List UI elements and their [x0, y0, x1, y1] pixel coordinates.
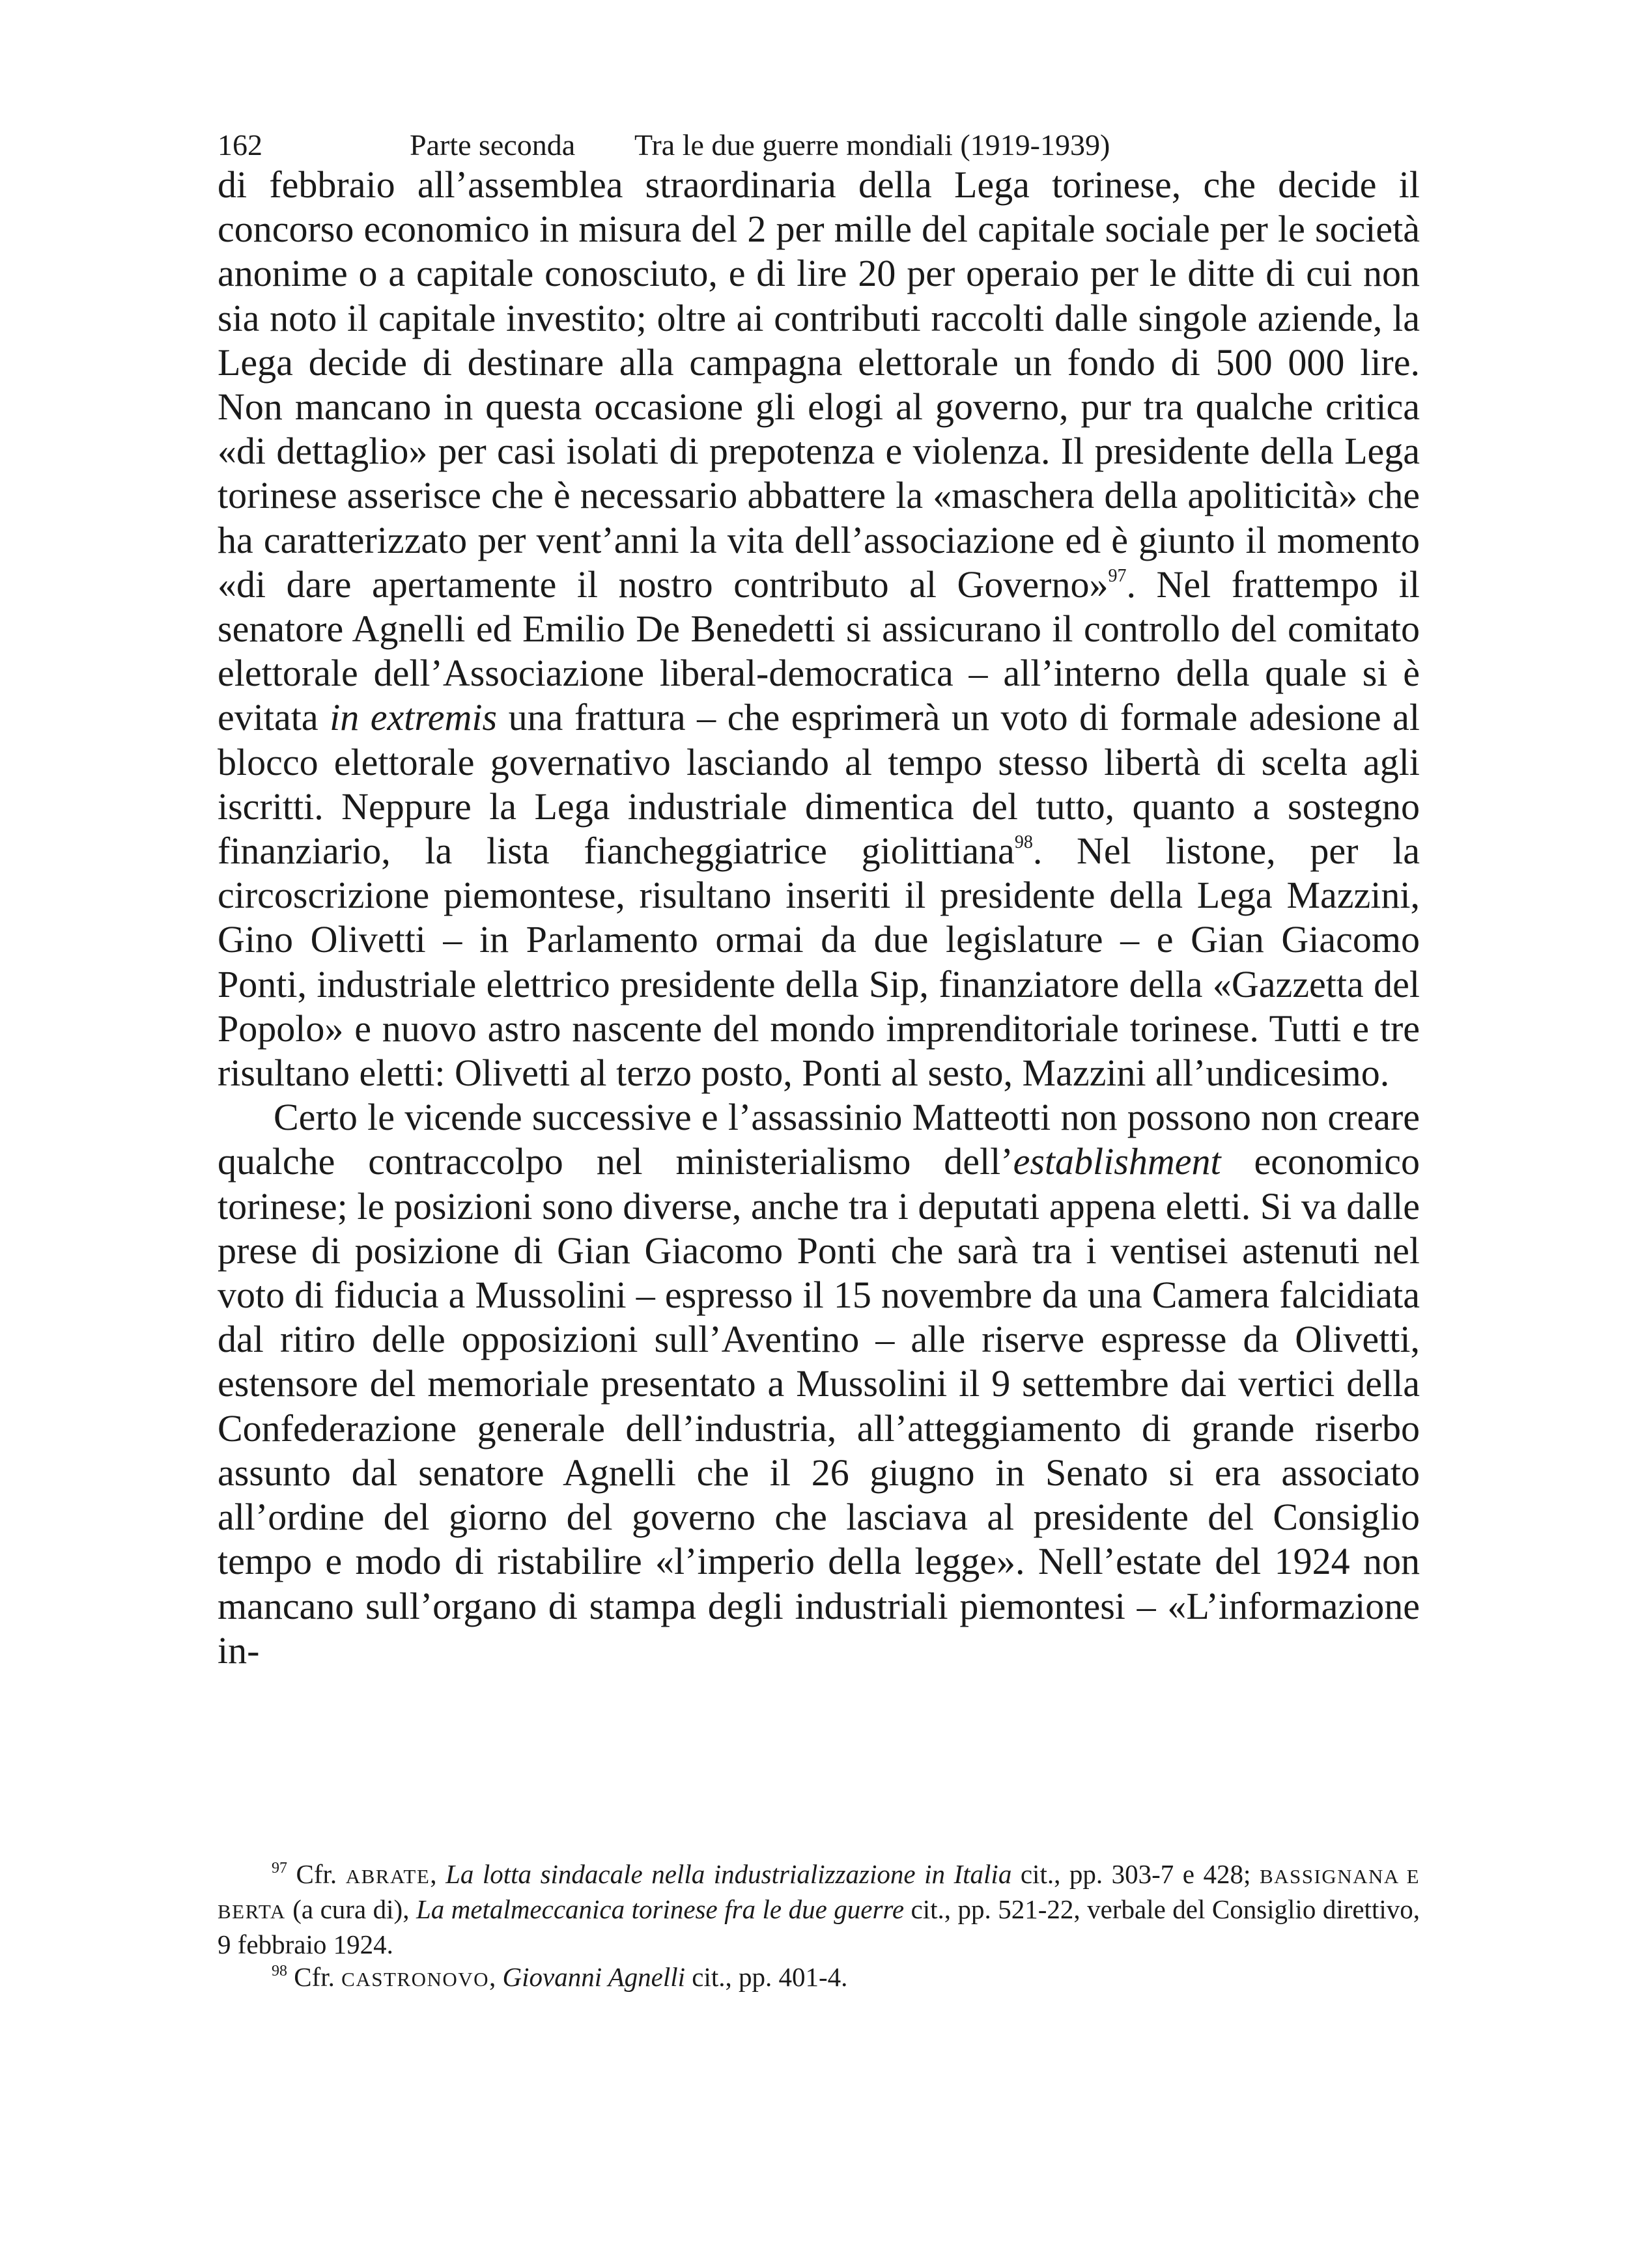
- author-name: BERTA: [218, 1900, 286, 1923]
- footnote-text: E: [1398, 1865, 1420, 1888]
- footnotes: [218, 1858, 1420, 1996]
- paragraph-text: . Nel listone, per la circoscrizione piemontese, risultano inseriti il presidente della Lega Mazzini, Gino Olivetti – in Parlamento ormai da due legislature – e Gian Giacomo Ponti, industriale elettrico presidente della Sip, finanziatore della «Gazzetta del Popolo» e nuovo astro nascente del mondo imprenditoriale torinese. Tutti e tre risultano eletti: Olivetti al terzo posto, Ponti al sesto, Mazzini all’undicesimo.: [218, 830, 1420, 1095]
- page-number: 162: [218, 128, 262, 161]
- body-text: [218, 163, 1420, 1673]
- work-title: La lotta sindacale nella industrializzazione in Italia: [445, 1859, 1012, 1889]
- footnote-text: Cfr.: [296, 1859, 346, 1889]
- running-head: [218, 117, 1420, 163]
- page: [218, 117, 1420, 1673]
- work-title: Giovanni Agnelli: [502, 1962, 686, 1992]
- paragraph-text: Certo le vicende successive e l’assassinio Matteotti non possono non creare qualche contraccolpo nel ministerialismo dell’: [218, 1096, 1420, 1183]
- work-title: La metalmeccanica torinese fra le due guerre: [416, 1894, 905, 1924]
- author-name: BASSIGNANA: [1259, 1865, 1399, 1888]
- part-title: Tra le due guerre mondiali (1919-1939): [634, 128, 1110, 161]
- paragraph-text: una frattura – che esprimerà un voto di formale adesione al blocco elettorale governativo lasciando al tempo stesso libertà di scelta agli iscritti. Neppure la Lega industriale dimentica del tutto, quanto a sostegno finanziario, la lista fiancheggiatrice giolittiana: [218, 696, 1420, 873]
- paragraph-text: . Nel frattempo il senatore Agnelli ed Emilio De Benedetti si assicurano il controllo del comitato elettorale dell’Associazione liberal-democratica – all’interno della quale si è evitata: [218, 563, 1420, 739]
- paragraph: [218, 163, 1420, 1095]
- paragraph-text: economico torinese; le posizioni sono diverse, anche tra i deputati appena eletti. Si va dalle prese di posizione di Gian Giacomo Ponti che sarà tra i ventisei astenuti nel voto di fiducia a Mussolini – espresso il 15 novembre da una Camera falcidiata dal ritiro delle opposizioni sull’Aventino – alle riserve espresse da Olivetti, estensore del memoriale presentato a Mussolini il 9 settembre dai vertici della Confederazione generale dell’industria, all’atteggiamento di grande riserbo assunto dal senatore Agnelli che il 26 giugno in Senato si era associato all’ordine del giorno del governo che lasciava al presidente del Consiglio tempo e modo di ristabilire «l’imperio della legge». Nell’estate del 1924 non mancano sull’organo di stampa degli industriali piemontesi – «L’informazione in-: [218, 1140, 1420, 1672]
- footnote: [218, 1858, 1420, 1961]
- author-name: ABRATE: [345, 1865, 431, 1888]
- paragraph-text: di febbraio all’assemblea straordinaria della Lega torinese, che decide il concorso economico in misura del 2 per mille del capitale sociale per le società anonime o a capitale conosciuto, e di lire 20 per operaio per le ditte di cui non sia noto il capitale investito; oltre ai contributi raccolti dalle singole aziende, la Lega decide di destinare alla campagna elettorale un fondo di 500 000 lire. Non mancano in questa occasione gli elogi al governo, pur tra qualche critica «di dettaglio» per casi isolati di prepotenza e violenza. Il presidente della Lega torinese asserisce che è necessario abbattere la «maschera della apoliticità» che ha caratterizzato per vent’anni la vita dell’associazione ed è giunto il momento «di dare apertamente il nostro contributo al Governo»: [218, 163, 1420, 606]
- footnote-text: cit., pp. 303-7 e 428;: [1011, 1859, 1260, 1889]
- footnote-text: (a cura di),: [285, 1894, 416, 1924]
- footnote-text: ,: [430, 1859, 446, 1889]
- footnote-text: cit., pp. 521-22, verbale del Consiglio direttivo, 9 febbraio 1924.: [218, 1894, 1420, 1959]
- footnote-text: ,: [489, 1962, 503, 1992]
- part-label: Parte seconda: [410, 128, 576, 161]
- footnote-number: 97: [272, 1860, 287, 1877]
- italic-term: establishment: [1013, 1140, 1221, 1183]
- footnote-ref: 97: [1108, 565, 1127, 586]
- paragraph: [218, 1095, 1420, 1673]
- footnote-ref: 98: [1014, 832, 1033, 853]
- footnote-text: cit., pp. 401-4.: [685, 1962, 848, 1992]
- footnote-text: Cfr.: [294, 1962, 342, 1992]
- italic-term: in extremis: [330, 696, 498, 739]
- author-name: CASTRONOVO: [341, 1968, 490, 1991]
- footnote: [218, 1961, 1420, 1996]
- footnote-number: 98: [272, 1963, 287, 1980]
